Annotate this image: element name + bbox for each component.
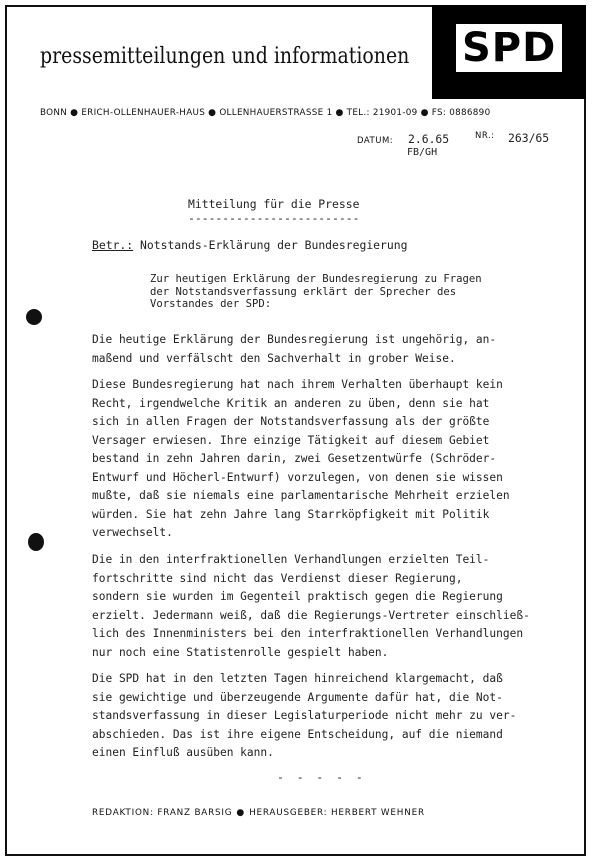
intro-line: der Notstandsverfassung erklärt der Sprecher des <box>150 285 457 298</box>
paragraph-line: Versager erwiesen. Ihre einzige Tätigkeit auf diesem Gebiet <box>92 433 490 447</box>
spd-logo: SPD <box>456 24 562 72</box>
nr-value: 263/65 <box>508 131 550 145</box>
paragraph-line: nur noch eine Statistenrolle gespielt haben. <box>92 645 389 659</box>
paragraph-line: sich in allen Fragen der Notstandsverfassung als der größte <box>92 415 490 428</box>
address-separator: ● <box>420 108 429 118</box>
intro-paragraph <box>150 273 593 311</box>
paragraph-line: Die in den interfraktionellen Verhandlungen erzielten Teil- <box>92 553 490 566</box>
footer-redaktion: REDAKTION: FRANZ BARSIG <box>92 808 233 818</box>
intro-line: Zur heutigen Erklärung der Bundesregierung zu Fragen <box>150 273 482 285</box>
paragraph-line: würden. Sie hat zehn Jahre lang Starrköpfigkeit mit Politik <box>92 507 490 521</box>
paragraph-2 <box>92 376 562 543</box>
address-city: BONN <box>40 108 68 118</box>
paragraph-1 <box>92 331 562 368</box>
press-release-heading: Mitteilung für die Presse <box>188 197 360 211</box>
paragraph-line: sie gewichtige und überzeugende Argumente dafür hat, die Not- <box>92 690 503 704</box>
paragraph-line: sondern sie wurden im Gegenteil praktisch gegen die Regierung <box>92 590 503 603</box>
intro-line: Vorstandes der SPD: <box>150 298 272 310</box>
paragraph-line: Die SPD hat in den letzten Tagen hinreichend klargemacht, daß <box>92 672 503 685</box>
subject-line <box>92 238 407 252</box>
paragraph-line: Die heutige Erklärung der Bundesregierung ist ungehörig, an- <box>92 333 497 346</box>
footer-separator: ● <box>236 808 246 818</box>
paragraph-line: Recht, irgendwelche Kritik an anderen zu üben, denn sie hat <box>92 396 490 410</box>
paragraph-line: lich des Innenministers bei den interfraktionellen Verhandlungen <box>92 627 524 640</box>
paragraph-line: mußte, daß sie niemals eine parlamentarische Mehrheit erzielen <box>92 489 510 502</box>
end-marks: - - - - - <box>277 770 366 784</box>
address-telex: FS: 0886890 <box>431 108 491 118</box>
datum-label: DATUM: <box>357 136 394 146</box>
paragraph-line: einen Einfluß ausüben kann. <box>92 746 274 759</box>
paragraph-line: Entwurf und Höcherl-Entwurf) vorzulegen, von denen sie wissen <box>92 470 503 484</box>
paragraph-4 <box>92 670 562 763</box>
subject-text: Notstands-Erklärung der Bundesregierung <box>140 238 408 252</box>
address-street: OLLENHAUERSTRASSE 1 <box>219 108 333 118</box>
initials: FB/GH <box>407 147 438 158</box>
address-separator: ● <box>335 108 344 118</box>
footer-line <box>92 808 425 818</box>
paragraph-line: maßend und verfälscht den Sachverhalt in grober Weise. <box>92 351 456 365</box>
nr-label: NR.: <box>475 131 495 141</box>
paragraph-line: Diese Bundesregierung hat nach ihrem Verhalten überhaupt kein <box>92 378 503 391</box>
paragraph-line: standsverfassung in dieser Legislaturperiode nicht mehr zu ver- <box>92 709 517 722</box>
paragraph-3 <box>92 551 562 662</box>
address-phone: TEL.: 21901-09 <box>346 108 418 118</box>
footer-herausgeber: HERAUSGEBER: HERBERT WEHNER <box>249 808 425 818</box>
address-separator: ● <box>208 108 217 118</box>
paragraph-line: abschieden. Das ist ihre eigene Entscheidung, auf die niemand <box>92 727 503 741</box>
heading-underline: ------------------------- <box>188 211 360 225</box>
address-building: ERICH-OLLENHAUER-HAUS <box>81 108 206 118</box>
ink-spot <box>26 309 42 325</box>
address-separator: ● <box>70 108 79 118</box>
paragraph-line: fortschritte sind nicht das Verdienst dieser Regierung, <box>92 571 463 585</box>
datum-value: 2.6.65 <box>408 132 450 146</box>
subject-label: Betr.: <box>92 238 134 252</box>
ink-spot <box>28 533 44 551</box>
paragraph-line: bestand in zehn Jahren darin, zwei Gesetzentwürfe (Schröder- <box>92 452 497 465</box>
paragraph-line: erzielt. Jedermann weiß, daß die Regierungs-Vertreter einschließ- <box>92 608 530 622</box>
address-line <box>40 108 490 118</box>
masthead-title: pressemitteilungen und informationen <box>40 44 410 69</box>
paragraph-line: verwechselt. <box>92 526 173 539</box>
